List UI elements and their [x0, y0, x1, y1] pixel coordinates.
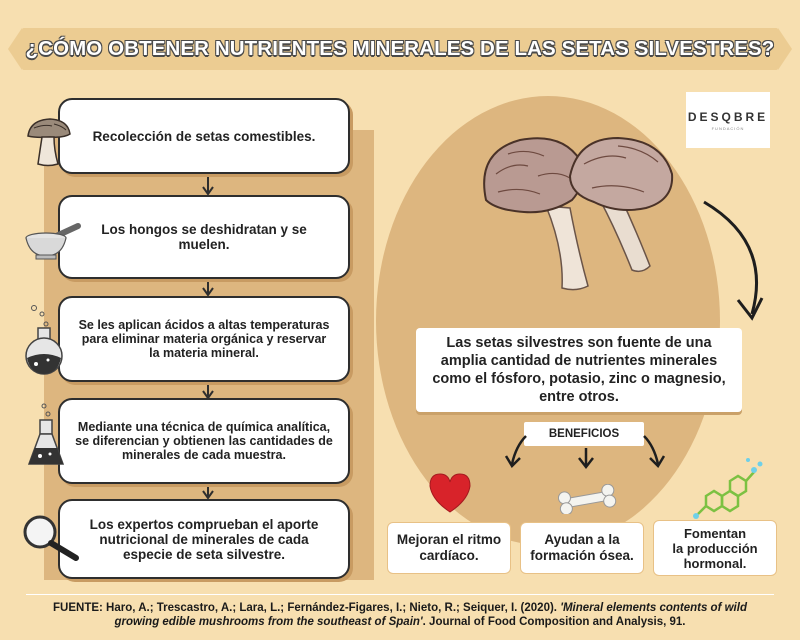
mushroom-illustration-icon — [468, 130, 698, 295]
info-text-line: amplia cantidad de nutrientes minerales — [440, 353, 718, 369]
source-footer — [30, 601, 770, 629]
step-5-box — [58, 499, 350, 579]
info-text-line: Las setas silvestres son fuente de una — [446, 335, 712, 351]
step-3-box — [58, 296, 350, 382]
step-text-line: Se les aplican ácidos a altas temperaturas — [78, 318, 330, 332]
benefit-bone-box — [520, 522, 644, 574]
benefit-text-line: hormonal. — [683, 555, 747, 571]
curved-arrow-icon — [700, 196, 780, 326]
step-text-line: Recolección de setas comestibles. — [92, 128, 316, 144]
mushroom-icon — [24, 114, 74, 168]
desqbre-logo — [686, 92, 770, 148]
step-text-line: muelen. — [178, 237, 230, 252]
benefit-text-line: formación ósea. — [530, 548, 634, 563]
benefit-heart-box — [387, 522, 511, 574]
footer-suffix: . Journal of Food Composition and Analysis, 91. — [422, 616, 686, 628]
bone-icon — [556, 484, 618, 514]
mortar-pestle-icon — [22, 222, 82, 262]
page-title: ¿CÓMO OBTENER NUTRIENTES MINERALES DE LAS SETAS SILVESTRES? — [25, 37, 775, 60]
beaker-icon — [26, 402, 66, 468]
info-text-line: como el fósforo, potasio, zinc o magnesio, — [432, 371, 726, 387]
heart-icon — [428, 472, 472, 514]
info-text-line: entre otros. — [539, 389, 619, 405]
benefit-arrows-icon — [500, 430, 670, 470]
step-2-box — [58, 195, 350, 279]
step-text-line: especie de seta silvestre. — [122, 546, 286, 562]
step-text-line: nutricional de minerales de cada — [99, 531, 309, 547]
logo-subtitle: FUNDACIÓN — [711, 126, 745, 131]
benefit-text-line: Fomentan — [683, 525, 747, 541]
benefit-text-line: cardíaco. — [419, 548, 479, 563]
step-text-line: Mediante una técnica de química analítica, — [77, 420, 331, 434]
step-text-line: Los hongos se deshidratan y se — [101, 222, 307, 237]
benefits-label: BENEFICIOS — [524, 422, 644, 446]
benefit-text-line: la producción — [672, 540, 758, 556]
info-box — [416, 328, 742, 412]
step-text-line: la materia mineral. — [149, 346, 259, 360]
step-text-line: para eliminar materia orgánica y reservar — [81, 332, 327, 346]
logo-brand: DESQBRE — [687, 110, 769, 124]
step-text-line: se diferencian y obtienen las cantidades de — [75, 434, 333, 448]
footer-divider — [26, 594, 774, 595]
footer-article-title: 'Mineral elements contents of wild growing edible mushrooms from the southeast of Spain' — [114, 602, 747, 628]
benefit-text-line: Ayudan a la — [544, 532, 620, 547]
title-banner — [22, 28, 778, 70]
step-text-line: Los expertos comprueban el aporte — [89, 516, 319, 532]
step-text-line: minerales de cada muestra. — [122, 448, 286, 462]
molecule-icon — [690, 456, 766, 520]
benefit-hormone-box — [653, 520, 777, 576]
benefit-text-line: Mejoran el ritmo — [396, 532, 502, 547]
flask-icon — [22, 302, 68, 376]
footer-prefix: FUENTE: Haro, A.; Trescastro, A.; Lara, L.; Fernández-Figares, I.; Nieto, R.; Seiquer, I. (2020). — [53, 602, 557, 614]
step-1-box — [58, 98, 350, 174]
step-4-box — [58, 398, 350, 484]
magnifier-icon — [20, 514, 86, 564]
